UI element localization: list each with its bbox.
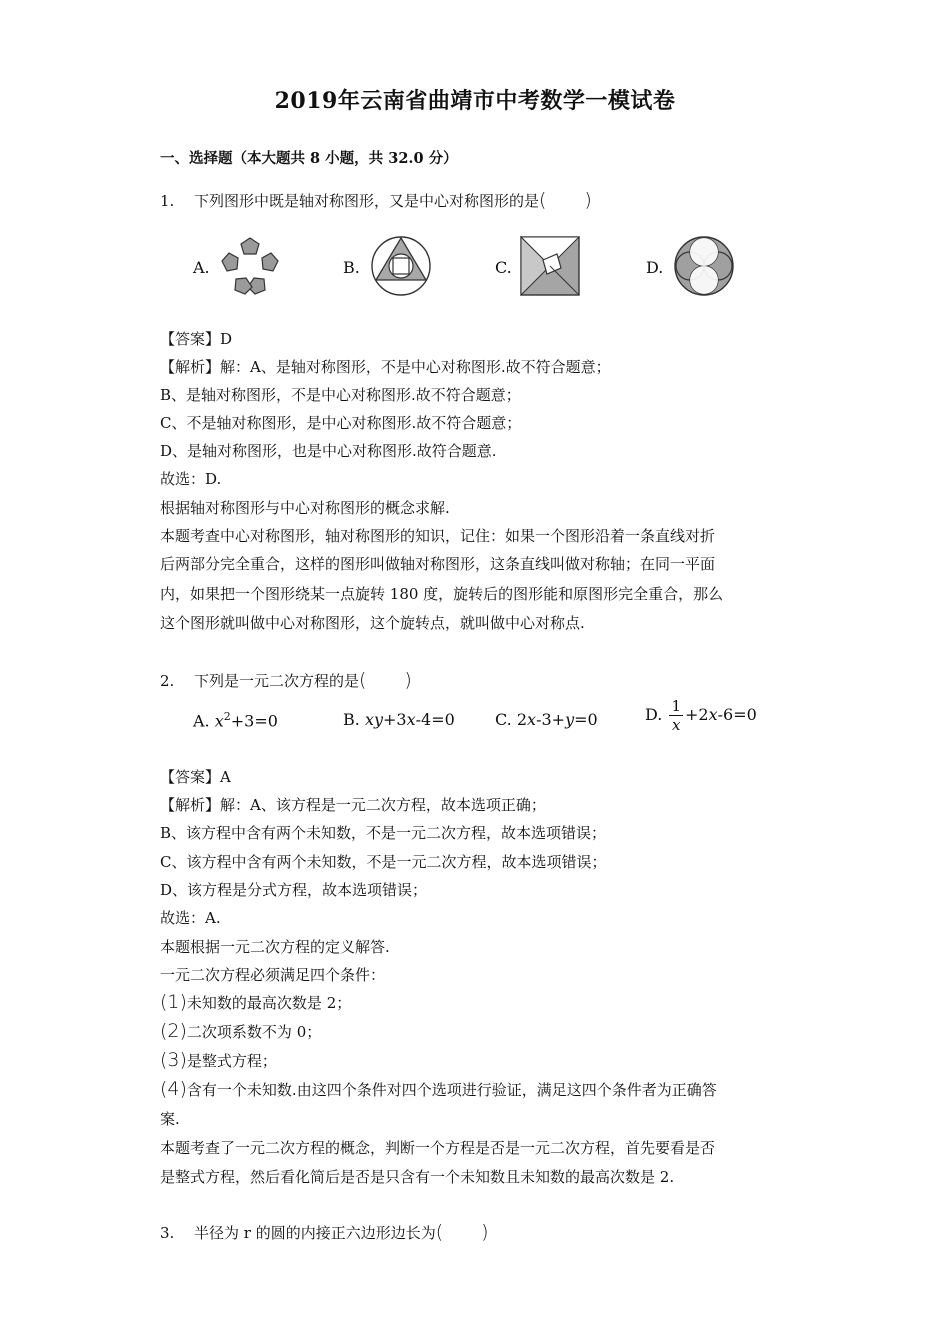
explanation-line: 根据轴对称图形与中心对称图形的概念求解. [160, 499, 450, 517]
condition-line [160, 992, 351, 1013]
math-var: x [527, 710, 537, 729]
condition-number: (1) [160, 991, 187, 1013]
math-text: +3 [383, 710, 407, 729]
question-text: 半径为 r 的圆的内接正六边形边长为 [194, 1224, 436, 1242]
answer-line: 【答案】A [160, 768, 231, 786]
numerator: 1 [671, 697, 681, 715]
question-text: 下列图形中既是轴对称图形，又是中心对称图形的是 [194, 192, 540, 210]
option-label: C. [495, 258, 512, 277]
question-2-stem [160, 670, 412, 691]
question-1-options [193, 232, 793, 300]
explanation-line: C、该方程中含有两个未知数，不是一元二次方程，故本选项错误； [160, 853, 607, 871]
question-number: 1. [160, 192, 175, 210]
explanation-line: B、该方程中含有两个未知数，不是一元二次方程，故本选项错误； [160, 824, 607, 842]
question-1-stem [160, 190, 592, 211]
option-label: B. [343, 710, 360, 729]
explanation-line: 本题根据一元二次方程的定义解答. [160, 938, 390, 956]
condition-text: 二次项系数不为 0； [186, 1023, 322, 1041]
explanation-line: D、该方程是分式方程，故本选项错误； [160, 881, 428, 899]
math-text: +2 [684, 705, 709, 724]
option-label: D. [645, 705, 663, 724]
equation-option-c [495, 710, 598, 729]
square-pinwheel-figure [519, 234, 581, 298]
explanation-line: 本题考查了一元二次方程的概念，判断一个方程是否是一元二次方程，首先要看是否 [160, 1139, 716, 1157]
math-text: =0 [574, 710, 598, 729]
equation-option-b [343, 710, 455, 729]
math-text: -3+ [536, 710, 566, 729]
option-label: D. [646, 258, 664, 277]
explanation-line: 【解析】解：A、该方程是一元二次方程，故本选项正确； [160, 796, 546, 814]
question-text: 下列是一元二次方程的是 [194, 672, 360, 690]
condition-number: (3) [160, 1049, 187, 1071]
condition-text: 是整式方程； [186, 1052, 277, 1070]
explanation-line: 是整式方程，然后看化简后是否是只含有一个未知数且未知数的最高次数是 2. [160, 1168, 675, 1186]
condition-number: (2) [160, 1020, 187, 1042]
explanation-line: D、是轴对称图形，也是中心对称图形.故符合题意. [160, 442, 497, 460]
answer-paren: ( ) [359, 669, 412, 691]
math-text: 2 [516, 710, 528, 729]
math-var: xy [364, 710, 383, 729]
explanation-line: 这个图形就叫做中心对称图形，这个旋转点，就叫做中心对称点. [160, 614, 585, 632]
condition-text: 未知数的最高次数是 2； [186, 994, 352, 1012]
question-number: 2. [160, 672, 175, 690]
exponent: 2 [223, 710, 231, 723]
option-label: C. [495, 710, 512, 729]
explanation-line: 本题考查中心对称图形，轴对称图形的知识，记住：如果一个图形沿着一条直线对折 [160, 527, 716, 545]
denominator: x [671, 716, 681, 734]
math-var: y [565, 710, 575, 729]
option-label: B. [343, 258, 360, 277]
explanation-line: 故选：A. [160, 909, 221, 927]
explanation-line: 内，如果把一个图形绕某一点旋转 180 度，旋转后的图形能和原图形完全重合，那么 [160, 585, 724, 603]
section-heading: 一、选择题（本大题共 8 小题，共 32.0 分） [160, 150, 458, 167]
explanation-line: C、不是轴对称图形，是中心对称图形.故不符合题意； [160, 414, 522, 432]
flower-circle-figure [672, 234, 736, 298]
condition-line [160, 1021, 321, 1042]
question-3-stem [160, 1222, 489, 1243]
condition-line [160, 1079, 717, 1100]
option-label: A. [193, 258, 210, 277]
explanation-line: B、是轴对称图形，不是中心对称图形.故不符合题意； [160, 386, 521, 404]
explanation-line: 案. [160, 1110, 180, 1128]
equation-option-d [645, 697, 757, 734]
condition-line [160, 1050, 277, 1071]
condition-text: 含有一个未知数.由这四个条件对四个选项进行验证，满足这四个条件者为正确答 [186, 1081, 717, 1099]
circle-triangle-figure [369, 234, 433, 298]
page-title: 2019年云南省曲靖市中考数学一模试卷 [274, 88, 676, 114]
answer-paren: ( ) [539, 189, 592, 211]
condition-number: (4) [160, 1078, 187, 1100]
question-number: 3. [160, 1224, 175, 1242]
explanation-line: 一元二次方程必须满足四个条件： [160, 966, 386, 984]
fraction [669, 697, 683, 734]
equation-option-a [193, 710, 278, 730]
five-pentagons-figure [217, 234, 283, 298]
explanation-line: 后两部分完全重合，这样的图形叫做轴对称图形，这条直线叫做对称轴；在同一平面 [160, 555, 716, 573]
math-var: x [406, 710, 416, 729]
math-var: x [214, 711, 224, 731]
math-var: x [708, 705, 718, 724]
math-text: -6=0 [717, 705, 757, 724]
math-text: -4=0 [415, 710, 455, 729]
answer-paren: ( ) [435, 1221, 489, 1243]
answer-line: 【答案】D [160, 330, 233, 348]
explanation-line: 故选：D. [160, 470, 222, 488]
math-text: +3=0 [230, 711, 278, 731]
option-label: A. [193, 711, 210, 731]
explanation-line: 【解析】解：A、是轴对称图形，不是中心对称图形.故不符合题意； [160, 358, 611, 376]
